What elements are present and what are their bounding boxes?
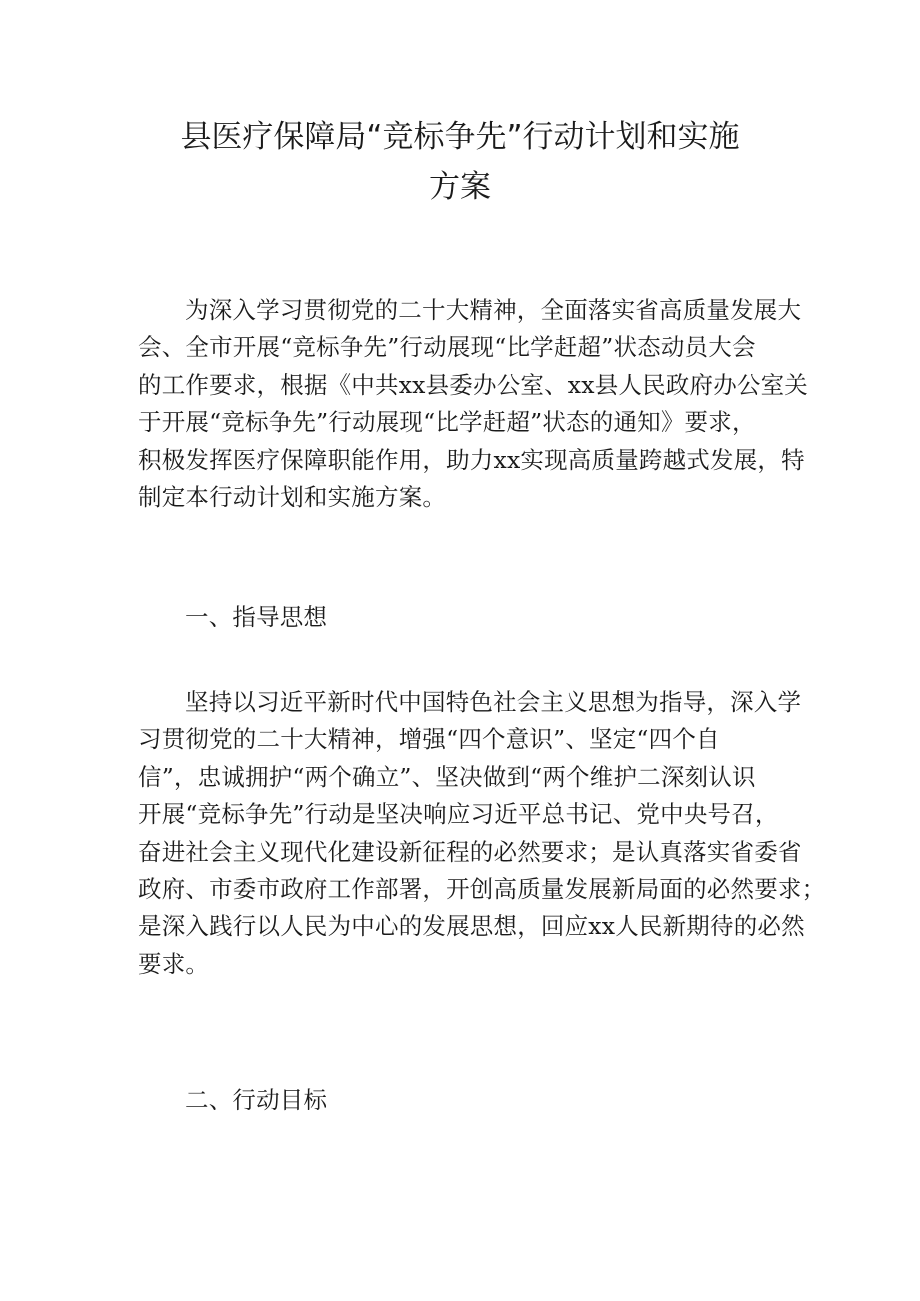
section-1-line: 习贯彻党的二十大精神，增强“四个意识”、坚定“四个自 — [138, 725, 720, 754]
section-1-line: 政府、市委市政府工作部署，开创高质量发展新局面的必然要求； — [138, 875, 826, 904]
document-title — [138, 112, 782, 212]
intro-line: 为深入学习贯彻党的二十大精神，全面落实省高质量发展大 — [185, 296, 802, 324]
section-1-heading: 一、指导思想 — [185, 603, 328, 631]
section-1-paragraph — [138, 684, 826, 983]
section-1-line: 开展“竞标争先”行动是坚决响应习近平总书记、党中央号召， — [138, 800, 779, 829]
section-1-line: 信”，忠诚拥护“两个确立”、坚决做到“两个维护二深刻认识 — [138, 762, 756, 791]
section-1-line: 坚持以习近平新时代中国特色社会主义思想为指导，深入学 — [185, 688, 802, 716]
intro-line: 会、全市开展“竞标争先”行动展现“比学赶超”状态动员大会 — [138, 333, 756, 362]
section-1-line: 是深入践行以人民为中心的发展思想，回应xx人民新期待的必然 — [138, 912, 805, 941]
intro-line: 制定本行动计划和实施方案。 — [138, 483, 447, 512]
section-1-line: 要求。 — [138, 949, 210, 978]
intro-line: 于开展“竞标争先”行动展现“比学赶超”状态的通知》要求， — [138, 408, 756, 437]
title-line-2: 方案 — [429, 169, 491, 205]
intro-line: 积极发挥医疗保障职能作用，助力xx实现高质量跨越式发展，特 — [138, 445, 805, 474]
title-line-1: 县医疗保障局“竞标争先”行动计划和实施 — [180, 119, 740, 155]
intro-paragraph — [138, 292, 809, 516]
section-2-heading: 二、行动目标 — [185, 1086, 328, 1114]
section-1-line: 奋进社会主义现代化建设新征程的必然要求；是认真落实省委省 — [138, 837, 802, 866]
intro-line: 的工作要求，根据《中共xx县委办公室、xx县人民政府办公室关 — [138, 370, 809, 399]
